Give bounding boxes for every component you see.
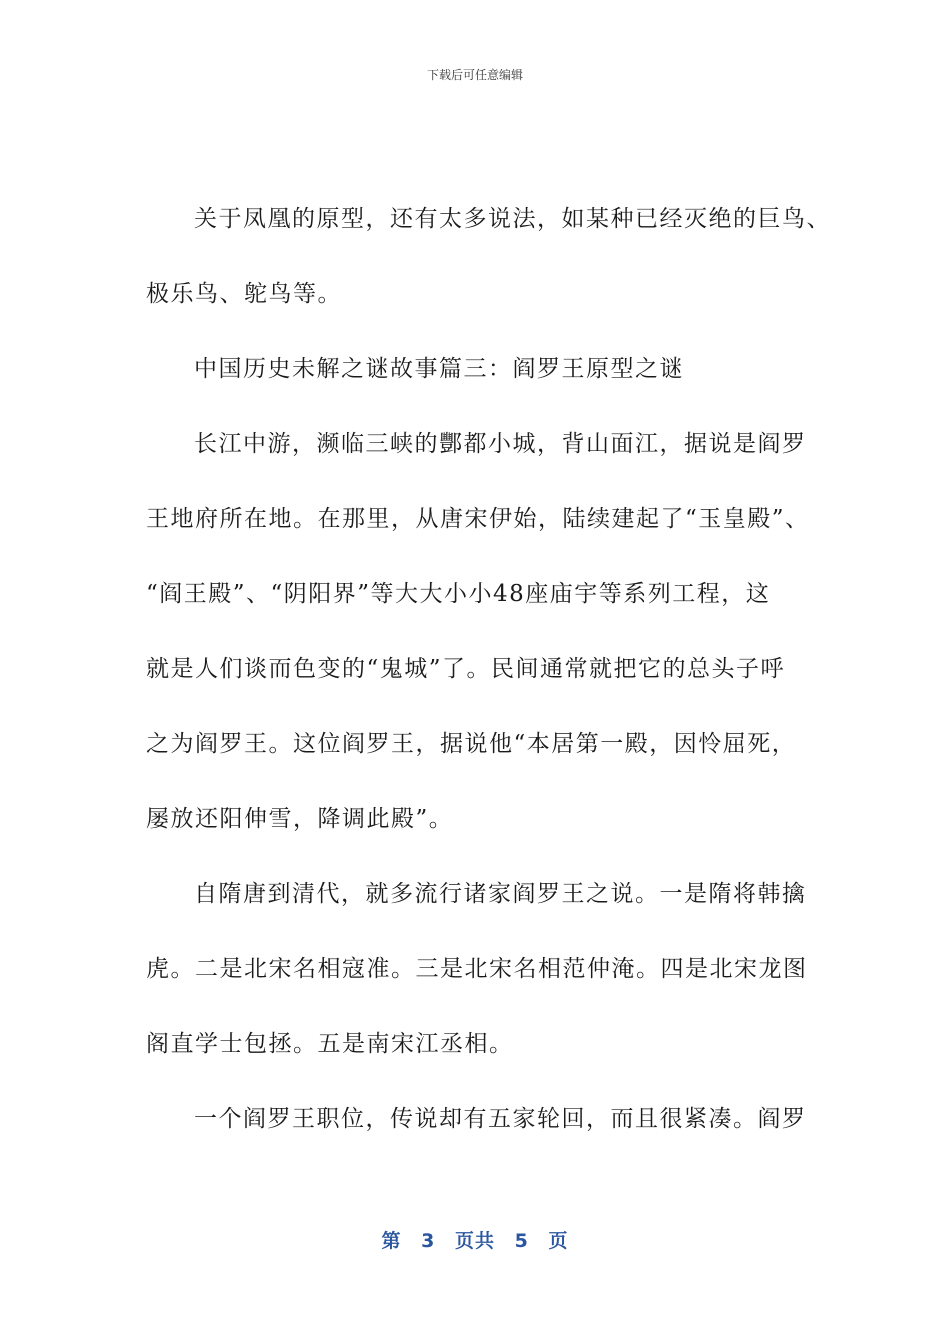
footer-label-page: 第 [381, 1230, 402, 1252]
text-line: 屡放还阳伸雪，降调此殿”。 [146, 806, 454, 832]
text-line: 关于凤凰的原型，还有太多说法，如某种已经灭绝的巨鸟、 [194, 206, 831, 232]
text-line: 之为阎罗王。这位阎罗王，据说他“本居第一殿，因怜屈死， [146, 731, 797, 757]
footer-label-end: 页 [548, 1230, 569, 1252]
page-header: 下载后可任意编辑 [426, 68, 523, 82]
footer-label-of: 页共 [454, 1230, 495, 1252]
text-line: “阎王殿”、“阴阳界”等大大小小48座庙宇等系列工程，这 [146, 581, 771, 607]
text-line: 虎。二是北宋名相寇准。三是北宋名相范仲淹。四是北宋龙图 [146, 956, 808, 982]
text-line: 自隋唐到清代，就多流行诸家阎罗王之说。一是隋将韩擒 [194, 881, 807, 907]
section-heading: 中国历史未解之谜故事篇三：阎罗王原型之谜 [194, 356, 684, 382]
text-line: 就是人们谈而色变的“鬼城”了。民间通常就把它的总头子呼 [146, 656, 786, 682]
footer-total-pages: 5 [514, 1230, 529, 1252]
text-line: 王地府所在地。在那里，从唐宋伊始，陆续建起了“玉皇殿”、 [146, 506, 810, 532]
text-line: 极乐鸟、鸵鸟等。 [146, 281, 342, 307]
text-line: 长江中游，濒临三峡的酆都小城，背山面江，据说是阎罗 [194, 431, 807, 457]
page-footer [0, 1226, 950, 1253]
text-line: 一个阎罗王职位，传说却有五家轮回，而且很紧凑。阎罗 [194, 1106, 807, 1132]
text-line: 阁直学士包拯。五是南宋江丞相。 [146, 1031, 514, 1057]
footer-current-page: 3 [421, 1230, 436, 1252]
